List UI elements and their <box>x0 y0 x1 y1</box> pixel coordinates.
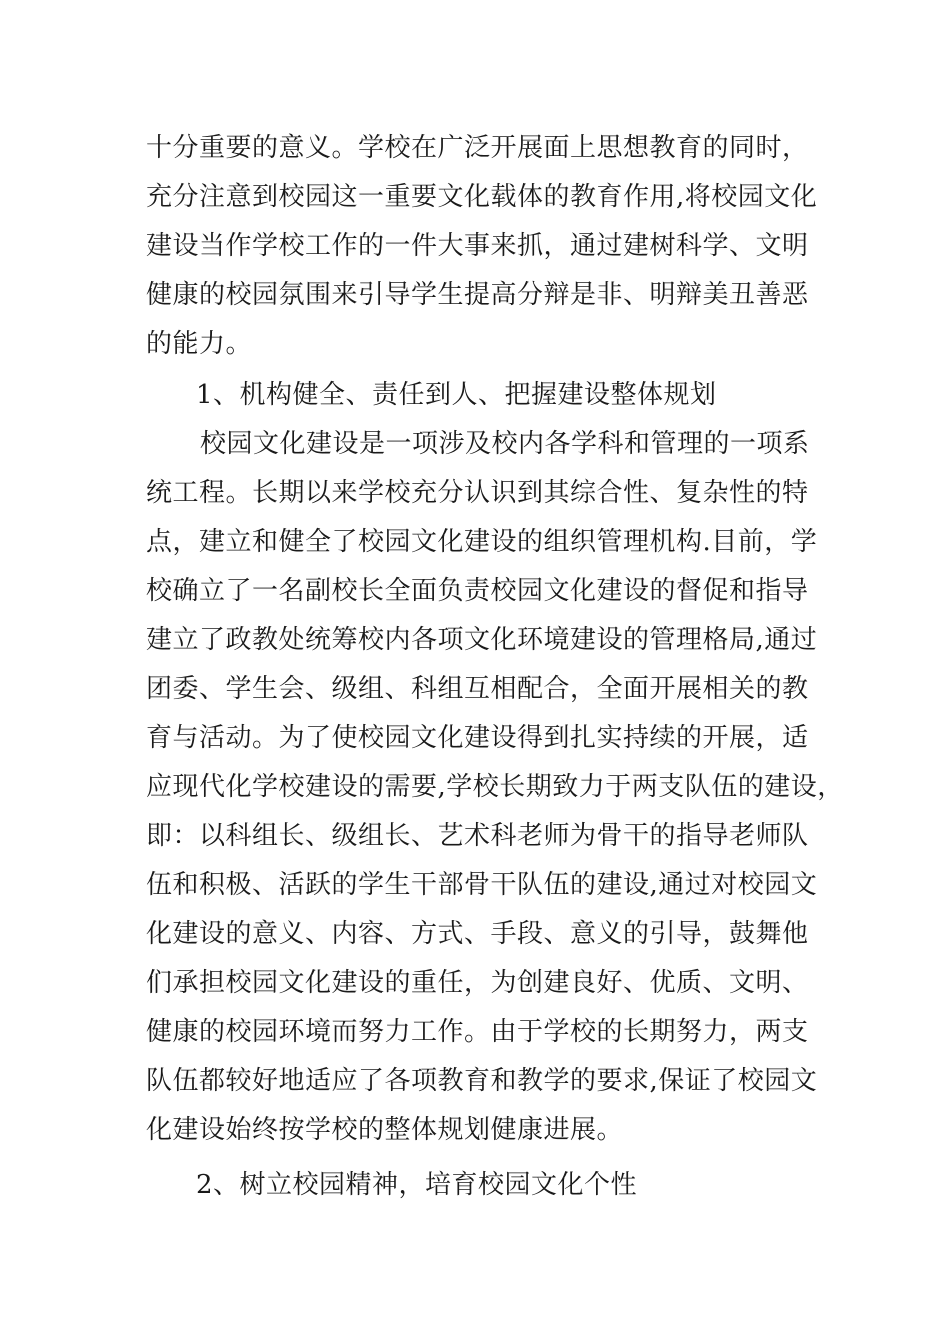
paragraph-line: 的能力。 <box>146 329 253 359</box>
paragraph-line: 建立了政教处统筹校内各项文化环境建设的管理格局,通过 <box>146 625 818 655</box>
paragraph-line: 伍和积极、活跃的学生干部骨干队伍的建设,通过对校园文 <box>146 870 818 900</box>
document-body <box>146 124 844 1210</box>
paragraph-line: 充分注意到校园这一重要文化载体的教育作用,将校园文化 <box>146 182 818 212</box>
paragraph-line: 化建设始终按学校的整体规划健康进展。 <box>146 1115 624 1145</box>
paragraph-line: 队伍都较好地适应了各项教育和教学的要求,保证了校园文 <box>146 1066 818 1096</box>
section-heading-2: 2、树立校园精神，培育校园文化个性 <box>196 1170 638 1200</box>
paragraph-line: 应现代化学校建设的需要,学校长期致力于两支队伍的建设， <box>146 772 844 802</box>
paragraph-line: 十分重要的意义。学校在广泛开展面上思想教育的同时， <box>146 133 809 163</box>
paragraph-line: 健康的校园环境而努力工作。由于学校的长期努力，两支 <box>146 1017 809 1047</box>
paragraph-line: 团委、学生会、级组、科组互相配合，全面开展相关的教 <box>146 674 809 704</box>
paragraph-line: 点，建立和健全了校园文化建设的组织管理机构.目前，学 <box>146 527 818 557</box>
paragraph-line: 建设当作学校工作的一件大事来抓，通过建树科学、文明 <box>146 231 809 261</box>
paragraph-line: 即：以科组长、级组长、艺术科老师为骨干的指导老师队 <box>146 821 809 851</box>
paragraph-line: 育与活动。为了使校园文化建设得到扎实持续的开展，适 <box>146 723 809 753</box>
paragraph-line: 化建设的意义、内容、方式、手段、意义的引导，鼓舞他 <box>146 919 809 949</box>
paragraph-line: 们承担校园文化建设的重任，为创建良好、优质、文明、 <box>146 968 809 998</box>
paragraph-line: 统工程。长期以来学校充分认识到其综合性、复杂性的特 <box>146 478 809 508</box>
paragraph-line: 校确立了一名副校长全面负责校园文化建设的督促和指导 <box>146 576 809 606</box>
section-heading-1: 1、机构健全、责任到人、把握建设整体规划 <box>196 380 717 410</box>
paragraph-line: 健康的校园氛围来引导学生提高分辩是非、明辩美丑善恶 <box>146 280 809 310</box>
paragraph-line: 校园文化建设是一项涉及校内各学科和管理的一项系 <box>200 429 810 459</box>
